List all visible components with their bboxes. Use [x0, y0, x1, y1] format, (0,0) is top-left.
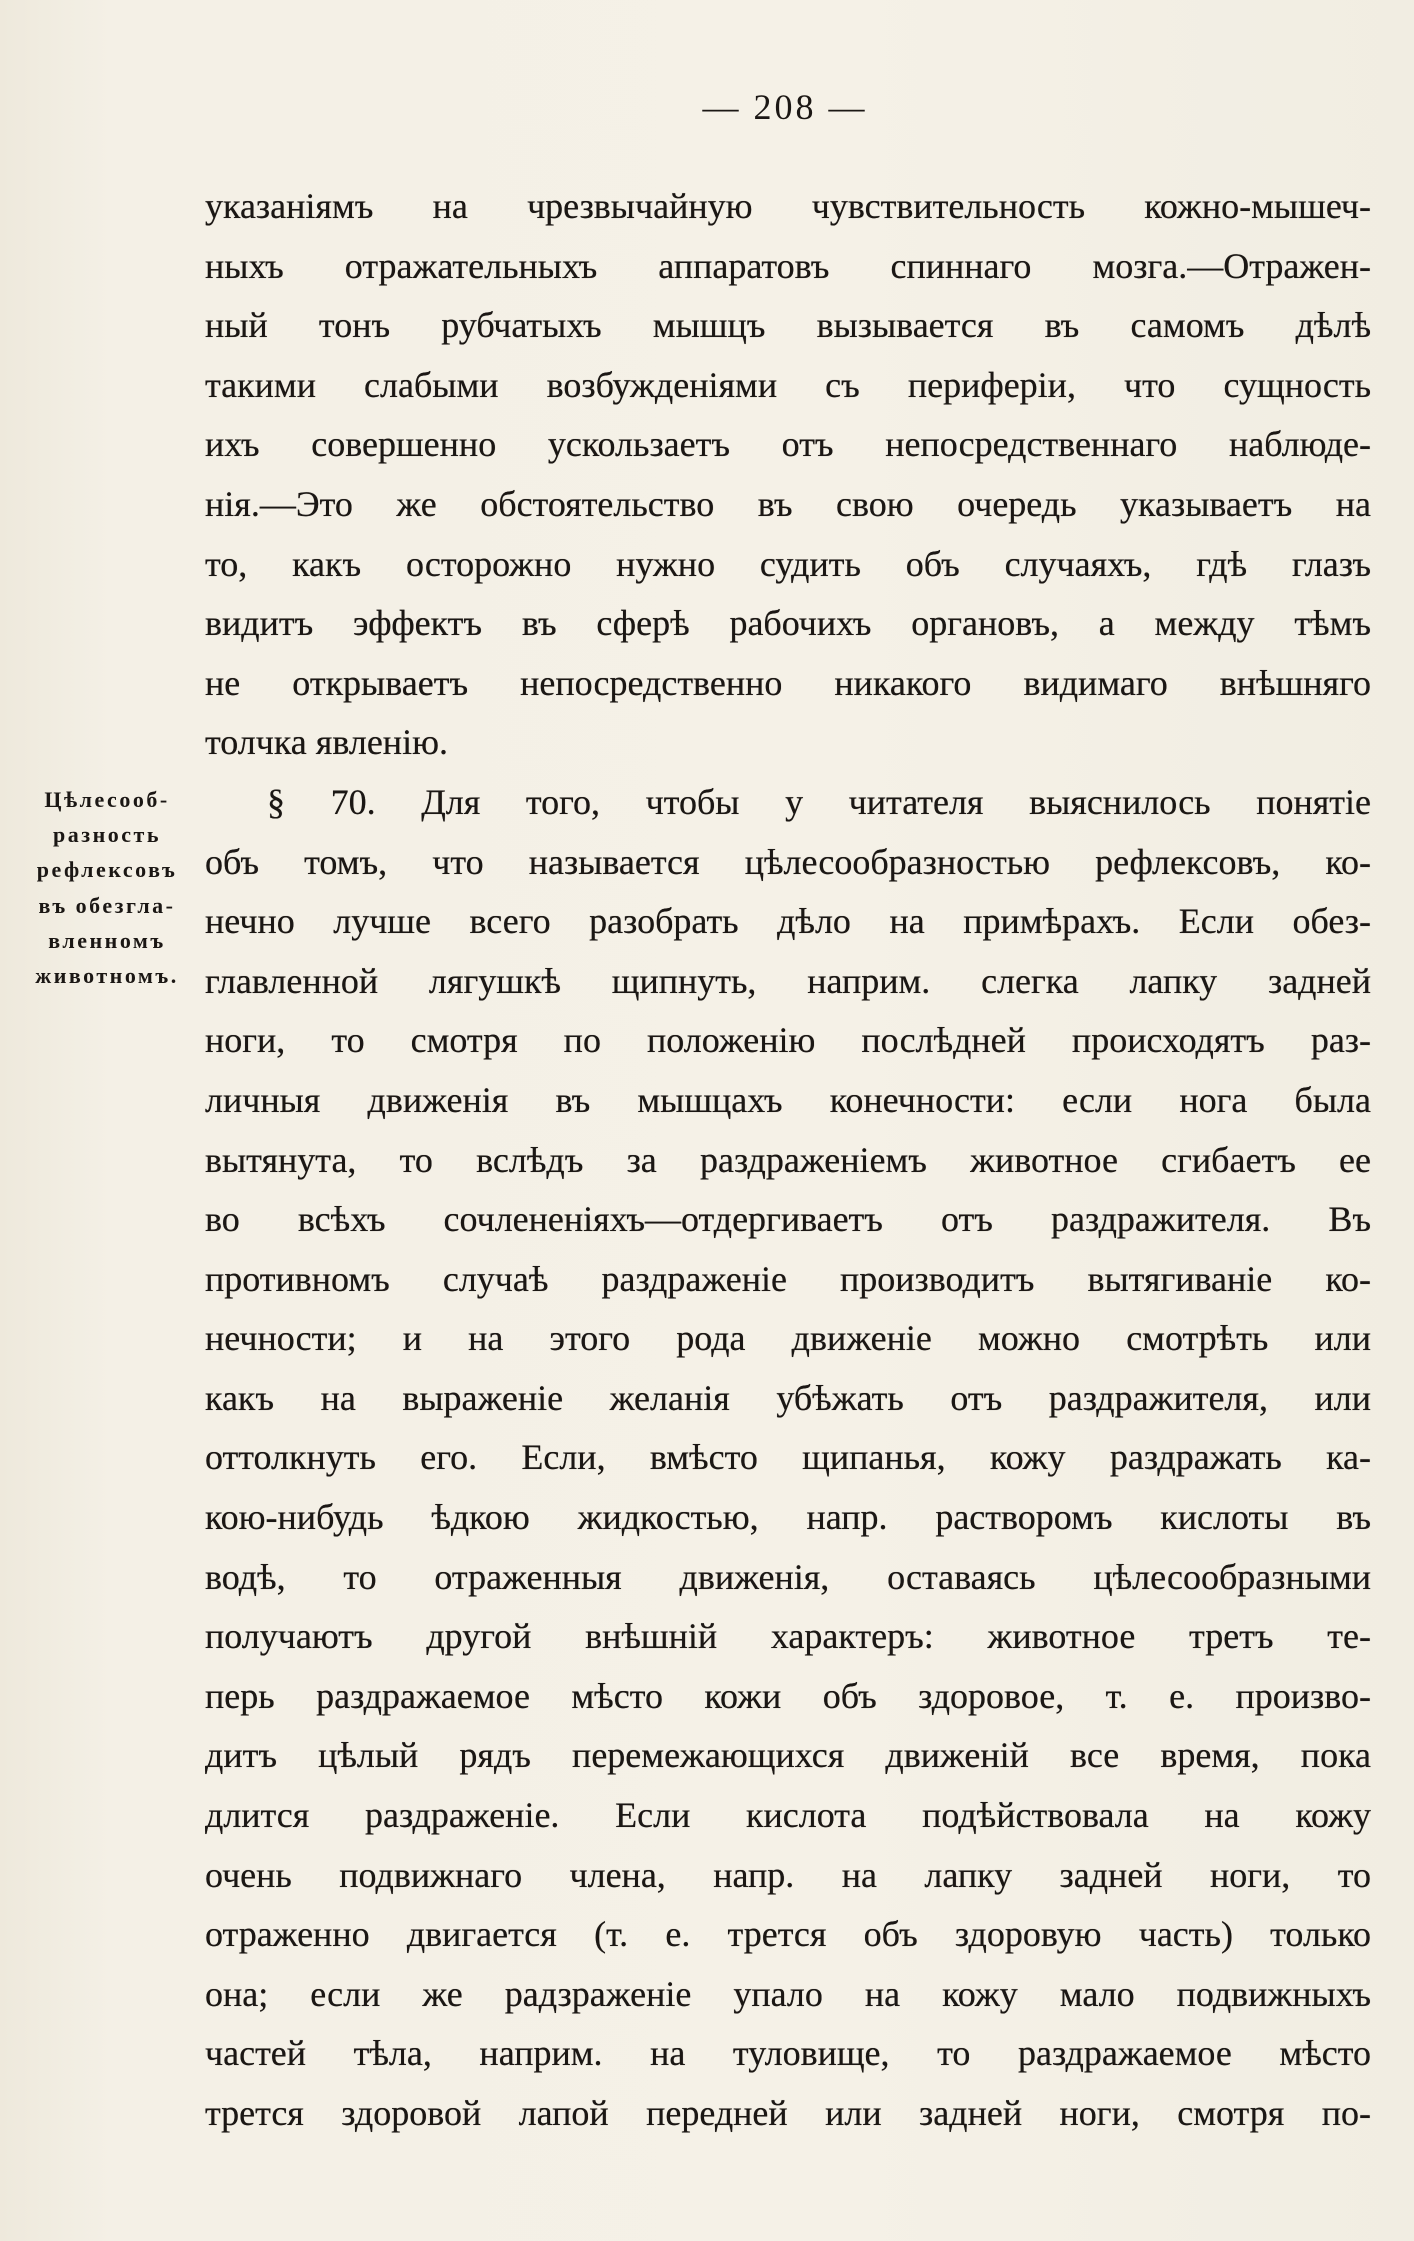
margin-note-line: вленномъ: [48, 927, 166, 953]
text-line: трется здоровой лапой передней или задней ноги, смотря по-: [205, 2093, 1371, 2133]
section-heading-line: § 70. Для того, чтобы у читателя выяснилось понятіе: [267, 781, 1371, 822]
text-line: она; если же радзраженіе упало на кожу мало подвижныхъ: [205, 1973, 1371, 2014]
text-line: нечности; и на этого рода движеніе можно смотрѣть или: [205, 1318, 1371, 1359]
body-text: [205, 177, 1371, 2144]
text-line: такими слабыми возбужденіями съ периферіи, что сущность: [205, 364, 1371, 405]
text-line: ный тонъ рубчатыхъ мышцъ вызывается въ самомъ дѣлѣ: [205, 305, 1371, 346]
text-line: какъ на выраженіе желанія убѣжать отъ раздражителя, или: [205, 1377, 1371, 1418]
text-line: противномъ случаѣ раздраженіе производитъ вытягиваніе ко-: [205, 1258, 1371, 1299]
margin-note-line: Цѣлесооб-: [44, 787, 170, 812]
margin-note-line: рефлексовъ: [36, 857, 178, 883]
text-line: нія.—Это же обстоятельство въ свою очередь указываетъ на: [205, 483, 1371, 524]
text-line: частей тѣла, наприм. на туловище, то раздражаемое мѣсто: [205, 2033, 1371, 2074]
margin-note: [22, 782, 192, 993]
text-line: не открываетъ непосредственно никакого видимаго внѣшняго: [205, 662, 1371, 703]
text-line: ноги, то смотря по положенію послѣдней происходятъ раз-: [205, 1020, 1371, 1061]
text-line: нечно лучше всего разобрать дѣло на примѣрахъ. Если обез-: [205, 901, 1371, 942]
text-line: то, какъ осторожно нужно судить объ случаяхъ, гдѣ глазъ: [205, 543, 1371, 584]
margin-note-line: въ обезгла-: [38, 892, 176, 918]
text-line: указаніямъ на чрезвычайную чувствительность кожно-мышеч-: [205, 186, 1371, 226]
text-line: кою-нибудь ѣдкою жидкостью, напр. растворомъ кислоты въ: [205, 1497, 1371, 1538]
text-line: водѣ, то отраженныя движенія, оставаясь цѣлесообразными: [205, 1556, 1371, 1597]
margin-note-line: животномъ.: [35, 962, 179, 988]
text-line: объ томъ, что называется цѣлесообразностью рефлексовъ, ко-: [205, 841, 1371, 882]
text-line: длится раздраженіе. Если кислота подѣйствовала на кожу: [205, 1795, 1371, 1836]
text-line: перь раздражаемое мѣсто кожи объ здоровое, т. е. произво-: [205, 1675, 1371, 1716]
text-line: получаютъ другой внѣшній характеръ: животное третъ те-: [205, 1616, 1371, 1657]
text-line: отраженно двигается (т. е. трется объ здоровую часть) только: [205, 1914, 1371, 1955]
text-line: ихъ совершенно ускользаетъ отъ непосредственнаго наблюде-: [205, 424, 1371, 465]
text-line: ныхъ отражательныхъ аппаратовъ спиннаго мозга.—Отражен-: [205, 245, 1371, 286]
page-number: — 208 —: [702, 87, 868, 127]
text-line: во всѣхъ сочлененіяхъ—отдергиваетъ отъ раздражителя. Въ: [205, 1199, 1371, 1240]
text-line: главленной лягушкѣ щипнуть, наприм. слегка лапку задней: [205, 960, 1371, 1001]
text-line: личныя движенія въ мышцахъ конечности: если нога была: [205, 1079, 1371, 1120]
text-line: оттолкнуть его. Если, вмѣсто щипанья, кожу раздражать ка-: [205, 1437, 1371, 1478]
text-line: дитъ цѣлый рядъ перемежающихся движеній все время, пока: [205, 1735, 1371, 1776]
text-line: очень подвижнаго члена, напр. на лапку задней ноги, то: [205, 1854, 1371, 1895]
margin-note-line: разность: [53, 822, 161, 848]
text-line: вытянута, то вслѣдъ за раздраженіемъ животное сгибаетъ ее: [205, 1139, 1371, 1180]
paragraph-end-line: толчка явленію.: [205, 722, 448, 763]
text-line: видитъ эффектъ въ сферѣ рабочихъ органовъ, а между тѣмъ: [205, 603, 1371, 644]
